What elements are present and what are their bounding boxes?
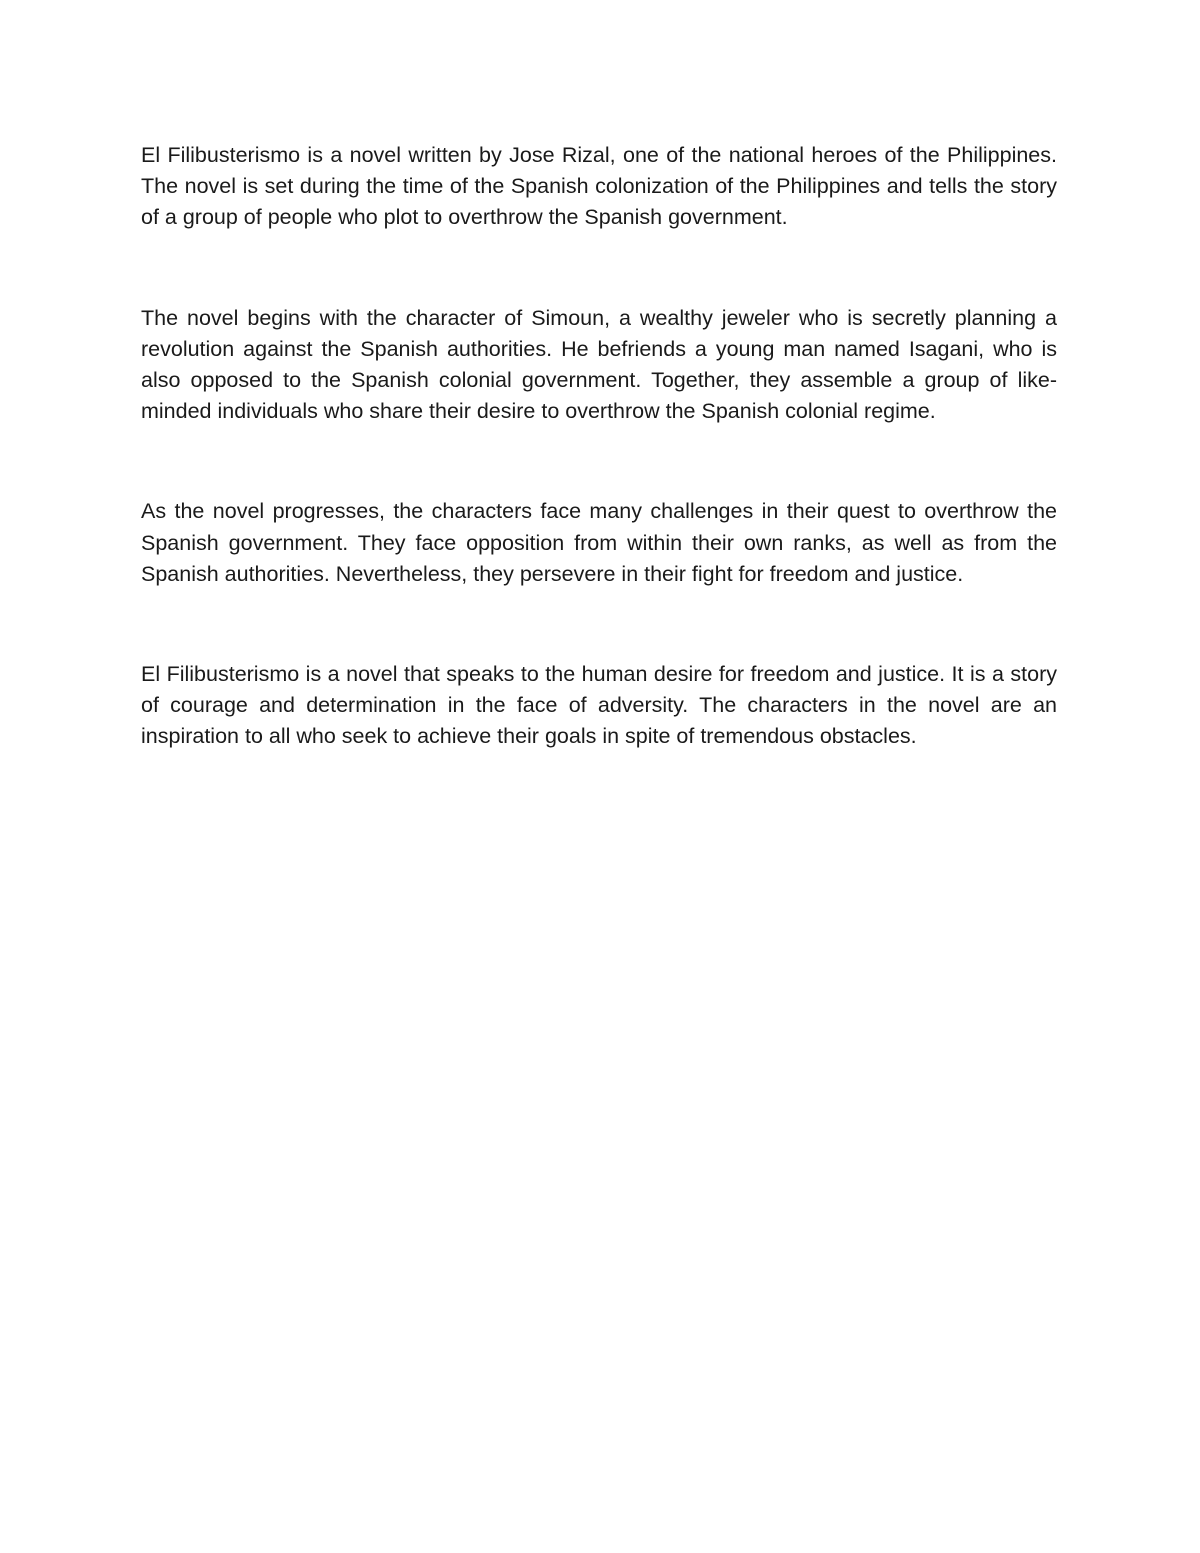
document-body [141, 140, 1057, 753]
paragraph-2: The novel begins with the character of Simoun, a wealthy jeweler who is secretly planning a revolution against the Spanish authorities. He befriends a young man named Isagani, who is also opposed to the Spanish colonial government. Together, they assemble a group of like-minded individuals who share their desire to overthrow the Spanish colonial regime. [141, 305, 1057, 424]
paragraph-1: El Filibusterismo is a novel written by Jose Rizal, one of the national heroes of the Philippines. The novel is set during the time of the Spanish colonization of the Philippines and tells the story of a group of people who plot to overthrow the Spanish government. [141, 143, 1057, 230]
paragraph-3: As the novel progresses, the characters face many challenges in their quest to overthrow the Spanish government. They face opposition from within their own ranks, as well as from the Spanish authorities. Nevertheless, they persevere in their fight for freedom and justice. [141, 499, 1057, 586]
paragraph-4: El Filibusterismo is a novel that speaks to the human desire for freedom and justice. It is a story of courage and determination in the face of adversity. The characters in the novel are an inspiration to all who seek to achieve their goals in spite of tremendous obstacles. [141, 662, 1057, 749]
